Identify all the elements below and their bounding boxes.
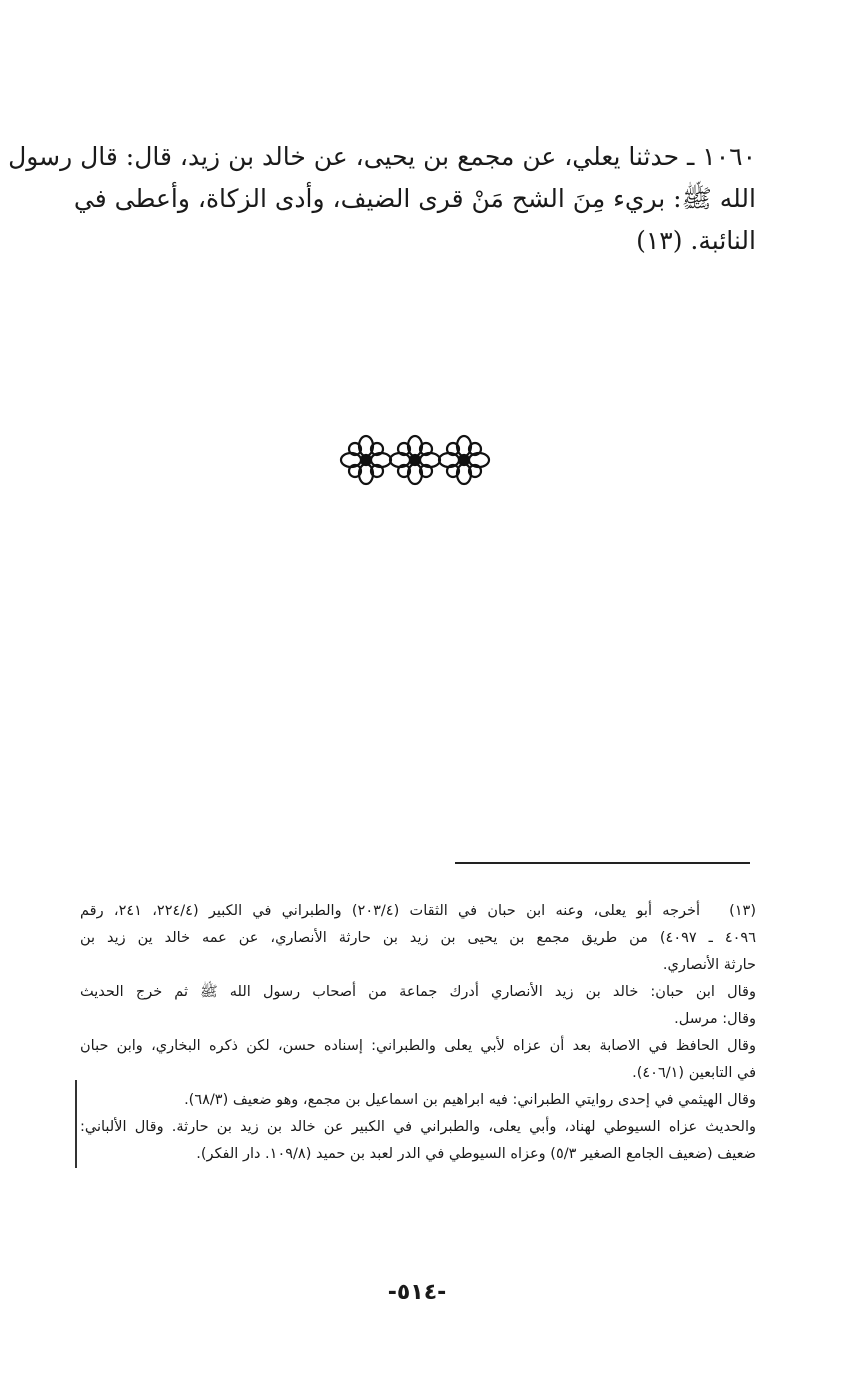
margin-mark [75,1080,77,1168]
hadith-line-2: الله ﷺ: بريء مِنَ الشح مَنْ قرى الضيف، وأدى الزكاة، وأعطى في [73,184,756,213]
footnote-line-9: والحديث عزاه السيوطي لهناد، وأبي يعلى، والطبراني في الكبير عن خالد بن زيد بن حارثة. وقال الألباني: [80,1119,756,1135]
page-number: -٥١٤- [387,1280,447,1305]
footnote-line-8: وقال الهيثمي في إحدى روايتي الطبراني: فيه ابراهيم بن اسماعيل بن مجمع، وهو ضعيف (٦٨/٣). [184,1092,756,1108]
footnote-line-10: ضعيف (ضعيف الجامع الصغير ٥/٣) وعزاه السيوطي في الدر لعبد بن حميد (١٠٩/٨. دار الفكر). [196,1146,756,1162]
floral-ornament [338,430,493,490]
footnote-line-2: ٤٠٩٦ ـ ٤٠٩٧) من طريق مجمع بن يحيى بن زيد بن حارثة الأنصاري، عن عمه خالد ين زيد بن [80,930,756,946]
footnotes [80,898,756,1168]
hadith-text [8,136,756,262]
footnote-line-7: في التابعين (٤٠٦/١). [632,1065,756,1081]
footnote-line-3: حارثة الأنصاري. [662,957,756,973]
footnote-separator [455,862,750,864]
footnote-line-4: وقال ابن حبان: خالد بن زيد الأنصاري أدرك جماعة من أصحاب رسول الله ﷺ ثم خرج الحديث [80,984,756,1000]
footnote-line-5: وقال: مرسل. [674,1011,756,1027]
footnote-line-6: وقال الحافظ في الاصابة بعد أن عزاه لأبي يعلى والطبراني: إسناده حسن، لكن ذكره البخاري، وابن حبان [80,1038,756,1054]
hadith-line-3: النائبة. (١٣) [636,226,756,255]
footnote-13 [80,898,756,1168]
footnote-number: (١٣) [729,903,756,919]
hadith-line-1: ١٠٦٠ ـ حدثنا يعلي، عن مجمع بن يحيى، عن خالد بن زيد، قال: قال رسول [8,142,756,171]
footnote-line-1: أخرجه أبو يعلى، وعنه ابن حبان في الثقات (٢٠٣/٤) والطبراني في الكبير (٢٢٤/٤، ٢٤١، رقم [80,903,701,919]
